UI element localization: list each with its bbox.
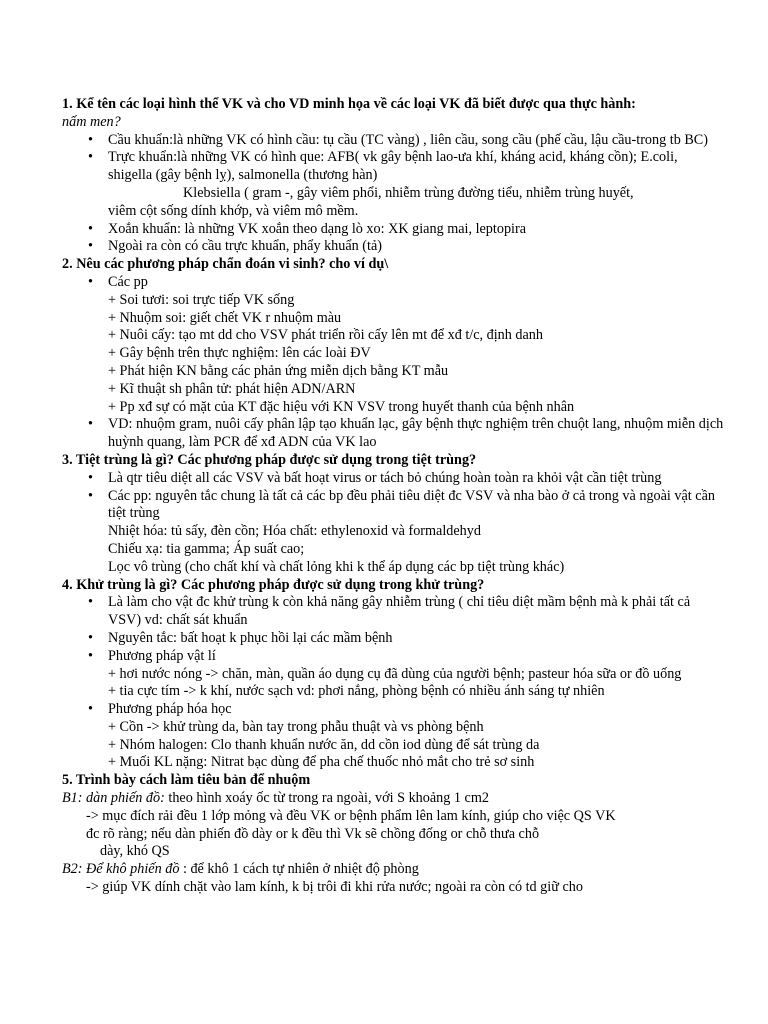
bullet-icon: •: [88, 238, 93, 255]
q1-bullet-truc-khuan: • Trực khuẩn:là những VK có hình que: AFB( vk gây bệnh lao-ưa khí, kháng acid, kháng cồn); E.coli, shigella (gây bệnh lỵ), salmonella (thương hàn): [88, 149, 678, 184]
q2-method-line: + Nuôi cấy: tạo mt dd cho VSV phát triển rồi cấy lên mt để xđ t/c, định danh: [108, 327, 543, 344]
q4-chemical-line: + Muối KL nặng: Nitrat bạc dùng để pha chế thuốc nhỏ mắt cho trẻ sơ sinh: [108, 754, 535, 771]
q2-method-line: + Nhuộm soi: giết chết VK r nhuộm màu: [108, 309, 342, 326]
q4-chemical-line: + Nhóm halogen: Clo thanh khuẩn nước ăn, dd cồn iod dùng để sát trùng da: [108, 736, 540, 753]
q4-chemical-line: + Cồn -> khử trùng da, bàn tay trong phẫu thuật và vs phòng bệnh: [108, 718, 484, 735]
q3-method-line: Chiếu xạ: tia gamma; Áp suất cao;: [108, 540, 305, 557]
q3-bullet-definition: • Là qtr tiêu diệt all các VSV và bất hoạt virus or tách bỏ chúng hoàn toàn ra khỏi vật cần tiệt trùng: [88, 469, 662, 486]
bullet-icon: •: [88, 149, 93, 166]
question-4-title: 4. Khử trùng là gì? Các phương pháp được sử dụng trong khử trùng?: [62, 576, 485, 593]
bullet-icon: •: [88, 701, 93, 718]
bullet-icon: •: [88, 220, 93, 237]
bullet-icon: •: [88, 629, 93, 646]
q4-bullet-chemical: • Phương pháp hóa học: [88, 701, 232, 718]
q3-method-line: Nhiệt hóa: tủ sấy, đèn cồn; Hóa chất: ethylenoxid và formaldehyd: [108, 523, 481, 540]
question-1-subtitle: nấm men?: [62, 113, 121, 130]
bullet-icon: •: [88, 131, 93, 148]
q5-step-2-label: B2: Để khô phiến đồ: [62, 861, 180, 878]
q1-klebsiella-cont: viêm cột sống dính khớp, và viêm mô mềm.: [108, 202, 359, 219]
q4-bullet-definition: • Là làm cho vật đc khử trùng k còn khả năng gây nhiễm trùng ( chỉ tiêu diệt mầm bệnh mà k phải tất cả VSV) vd: chất sát khuẩn: [88, 594, 691, 629]
question-1-title: 1. Kể tên các loại hình thể VK và cho VD minh họa về các loại VK đã biết được qua thực hành:: [62, 96, 636, 112]
q5-step-1-purpose: -> mục đích rải đều 1 lớp mỏng và đều VK or bệnh phẩm lên lam kính, giúp cho việc QS VK đc rõ ràng; nếu dàn phiến đồ dày or k đều thì Vk sẽ chồng đống or chỗ thưa chỗ: [86, 807, 616, 842]
q5-step-1-label: B1: dàn phiến đồ:: [62, 790, 165, 807]
question-5-title: 5. Trình bày cách làm tiêu bản để nhuộm: [62, 772, 311, 789]
q2-method-line: + Gây bệnh trên thực nghiệm: lên các loài ĐV: [108, 345, 371, 362]
q1-klebsiella-line: Klebsiella ( gram -, gây viêm phổi, nhiễm trùng đường tiểu, nhiễm trùng huyết,: [183, 184, 634, 201]
q4-physical-line: + hơi nước nóng -> chăn, màn, quần áo dụng cụ đã dùng của người bệnh; pasteur hóa sữa or đồ uống: [108, 665, 682, 682]
q2-method-line: + Soi tươi: soi trực tiếp VK sống: [108, 291, 295, 308]
bullet-icon: •: [88, 469, 93, 486]
document-body: [0, 96, 768, 897]
q3-method-line: Lọc vô trùng (cho chất khí và chất lỏng khi k thể áp dụng các bp tiệt trùng khác): [108, 558, 565, 575]
q2-method-line: + Phát hiện KN bằng các phản ứng miễn dịch bằng KT mẫu: [108, 362, 449, 379]
question-2-title: 2. Nêu các phương pháp chẩn đoán vi sinh? cho ví dụ\: [62, 256, 389, 273]
q5-step-1-text: theo hình xoáy ốc từ trong ra ngoài, với S khoảng 1 cm2: [164, 790, 489, 807]
bullet-icon: •: [88, 647, 93, 664]
q2-bullet-cac-pp: • Các pp: [88, 273, 148, 290]
q2-method-line: + Kĩ thuật sh phân tử: phát hiện ADN/ARN: [108, 380, 356, 397]
q4-physical-line: + tia cực tím -> k khí, nước sạch vd: phơi nắng, phòng bệnh có nhiều ánh sáng tự nhiên: [108, 683, 605, 700]
q5-step-2-text: : để khô 1 cách tự nhiên ở nhiệt độ phòng: [179, 861, 419, 878]
q4-bullet-principle: • Nguyên tắc: bất hoạt k phục hồi lại các mầm bệnh: [88, 629, 393, 646]
bullet-icon: •: [88, 487, 93, 504]
q5-step-1: [0, 790, 768, 808]
q5-step-2-purpose: -> giúp VK dính chặt vào lam kính, k bị trôi đi khi rửa nước; ngoài ra còn có td giữ cho: [86, 879, 583, 896]
q1-bullet-xoan-khuan: • Xoắn khuẩn: là những VK xoắn theo dạng lò xo: XK giang mai, leptopira: [88, 220, 526, 237]
q5-step-2: [0, 861, 768, 879]
q2-bullet-vd: • VD: nhuộm gram, nuôi cấy phân lập tạo khuẩn lạc, gây bệnh thực nghiệm trên chuột lang, nhuộm miễn dịch huỳnh quang, làm PCR để xđ ADN của VK lao: [88, 416, 724, 451]
q2-method-line: + Pp xđ sự có mặt của KT đặc hiệu với KN VSV trong huyết thanh của bệnh nhân: [108, 398, 575, 415]
bullet-icon: •: [88, 273, 93, 290]
bullet-icon: •: [88, 416, 93, 433]
q1-bullet-cau-khuan: • Cầu khuẩn:là những VK có hình cầu: tụ cầu (TC vàng) , liên cầu, song cầu (phế cầu, lậu cầu-trong tb BC): [88, 131, 708, 148]
q1-bullet-ngoai-ra: • Ngoài ra còn có cầu trực khuẩn, phẩy khuẩn (tả): [88, 238, 382, 255]
question-3-title: 3. Tiệt trùng là gì? Các phương pháp được sử dụng trong tiệt trùng?: [62, 451, 477, 468]
q5-step-1-purpose-cont: dày, khó QS: [100, 843, 170, 860]
bullet-icon: •: [88, 594, 93, 611]
q3-bullet-methods: • Các pp: nguyên tắc chung là tất cả các bp đều phải tiêu diệt đc VSV và nha bào ở cả trong và ngoài vật cần tiệt trùng: [88, 487, 715, 522]
q4-bullet-physical: • Phương pháp vật lí: [88, 647, 216, 664]
